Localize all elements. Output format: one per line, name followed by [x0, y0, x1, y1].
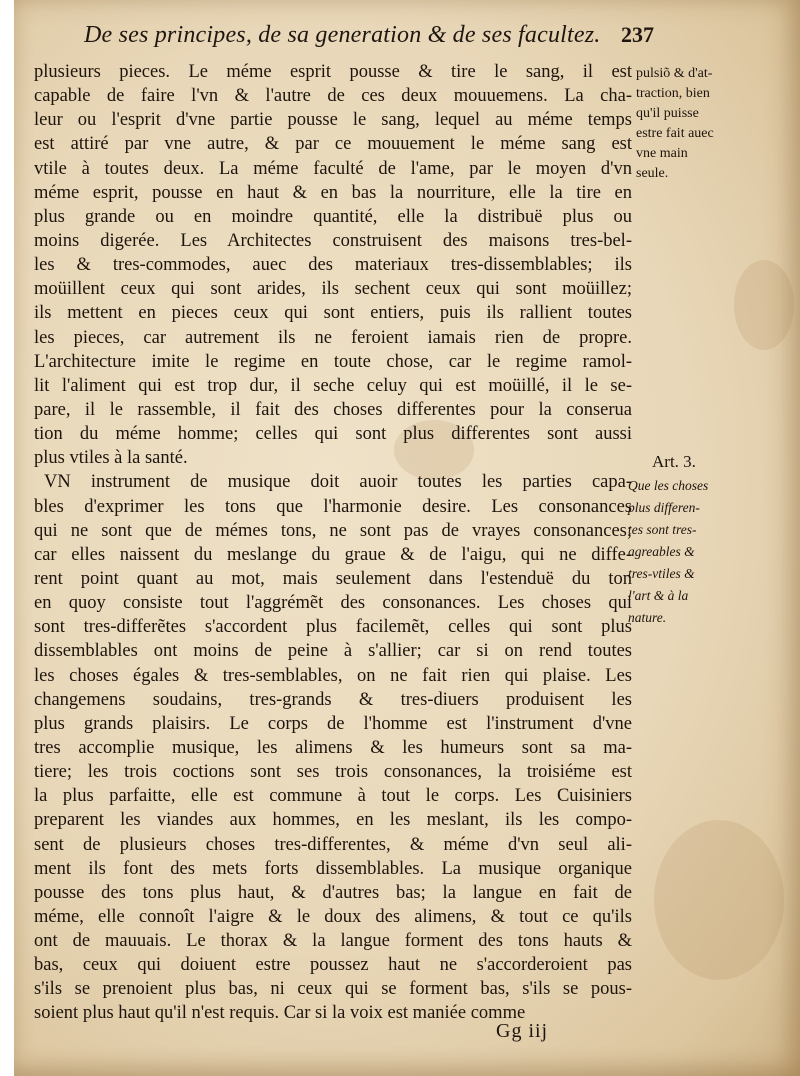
text-line: capable de faire l'vn & l'autre de ces deux mouuemens. La cha- — [34, 86, 632, 107]
margin-note-line: Que les choses — [628, 478, 709, 493]
body-text — [34, 60, 632, 1026]
margin-note-choses-differentes — [628, 475, 776, 629]
text-line: leur ou l'esprit d'vne partie pousse le sang, lequel au méme temps — [34, 110, 632, 131]
paper-stain — [654, 820, 784, 980]
text-line: qui ne sont que de mémes tons, ne sont pas de vrayes consonances; — [34, 520, 632, 541]
text-line: tiere; les trois coctions sont ses trois consonances, la troisiéme est — [34, 762, 632, 783]
text-line: soient plus haut qu'il n'est requis. Car si la voix est maniée comme — [34, 1003, 526, 1024]
margin-note-line: qu'il puisse — [636, 106, 699, 121]
text-line: les & tres-commodes, auec des materiaux tres-dissemblables; ils — [34, 255, 632, 276]
text-line: ment ils font des mets forts dissemblables. La musique organique — [34, 858, 632, 879]
text-line: est attiré par vne autre, & par ce mouuement le méme sang est — [34, 134, 632, 155]
text-line: dissemblables ont moins de peine à s'allier; car si on rend toutes — [34, 641, 632, 662]
text-line: ont de mauuais. Le thorax & la langue forment des tons hauts & — [34, 931, 632, 952]
text-line: en quoy consiste tout l'aggrémẽt des consonances. Les choses qui — [34, 593, 632, 614]
text-line: bas, ceux qui doiuent estre poussez haut ne s'accorderoient pas — [34, 955, 632, 976]
text-line: bles d'exprimer les tons que l'harmonie desire. Les consonances — [34, 496, 632, 517]
text-line: plus grands plaisirs. Le corps de l'homme est l'instrument d'vne — [34, 713, 632, 734]
text-line: sont tres-differẽtes s'accordent plus facilemẽt, celles qui sont plus — [34, 617, 632, 638]
text-line: lit l'aliment qui est trop dur, il seche celuy qui est moüillé, il le se- — [34, 375, 632, 396]
text-line: tres accomplie musique, les alimens & les humeurs sont sa ma- — [34, 737, 632, 758]
text-line: car elles naissent du meslange du graue & de l'aigu, qui ne diffe- — [34, 544, 632, 565]
margin-note-line: l'art & à la — [628, 588, 689, 603]
running-head — [84, 22, 654, 52]
margin-note-line: pulsiõ & d'at- — [636, 66, 713, 81]
text-line: méme, elle connoît l'aigre & le doux des alimens, & tout ce qu'ils — [34, 906, 632, 927]
running-head-title: De ses principes, de sa generation & de ses facultez. — [84, 22, 601, 48]
margin-note-pulsion — [636, 64, 776, 184]
text-line: preparent les viandes aux hommes, en les meslant, ils les compo- — [34, 810, 632, 831]
text-line: les choses égales & tres-semblables, on ne fait rien qui plaise. Les — [34, 665, 632, 686]
margin-note-line: seule. — [636, 166, 669, 181]
page-number: 237 — [621, 22, 654, 47]
margin-note-line: vne main — [636, 146, 688, 161]
text-line: VN instrument de musique doit auoir toutes les parties capa- — [44, 472, 632, 493]
text-line: vtile à toutes deux. La méme faculté de l'ame, par le moyen d'vn — [34, 158, 632, 179]
article-label: Art. 3. — [652, 452, 696, 471]
text-line: plusieurs pieces. Le méme esprit pousse & tire le sang, il est — [34, 62, 632, 82]
text-line: rent point quant au mot, mais seulement dans l'estenduë du ton — [34, 568, 632, 589]
margin-note-line: tes sont tres- — [628, 522, 697, 537]
margin-note-line: tres-vtiles & — [628, 566, 695, 581]
text-line: méme esprit, pousse en haut & en bas la nourriture, elle la tire en — [34, 182, 632, 203]
text-line: la plus parfaitte, elle est commune à tout le corps. Les Cuisiniers — [34, 786, 632, 807]
text-line: pousse des tons plus haut, & d'autres bas; la langue en fait de — [34, 882, 632, 903]
signature-mark: Gg iij — [496, 1020, 549, 1042]
margin-note-line: estre fait auec — [636, 126, 714, 141]
text-line: ils mettent en pieces ceux qui sont entiers, puis ils rallient toutes — [34, 303, 632, 324]
text-line: tion du méme homme; celles qui sont plus differentes sont aussi — [34, 424, 632, 445]
text-line: plus grande ou en moindre quantité, elle la distribuë plus ou — [34, 206, 632, 227]
text-line: les pieces, car autrement ils ne feroient iamais rien de propre. — [34, 327, 632, 348]
text-line: s'ils se prenoient plus bas, ni ceux qui se forment bas, s'ils se pous- — [34, 979, 632, 1000]
margin-note-line: nature. — [628, 610, 667, 625]
text-line: pare, il le rassemble, il fait des choses differentes pour la conserua — [34, 399, 632, 420]
text-line: changemens soudains, tres-grands & tres-diuers produisent les — [34, 689, 632, 710]
margin-note-line: plus differen- — [628, 500, 700, 515]
text-line: moüillent ceux qui sont arides, ils sechent ceux qui sont moüillez; — [34, 279, 632, 300]
text-line: moins digerée. Les Architectes construisent des maisons tres-bel- — [34, 230, 632, 251]
margin-note-line: traction, bien — [636, 86, 710, 101]
text-line: sent de plusieurs choses tres-differentes, & méme d'vn seul ali- — [34, 834, 632, 855]
text-line: L'architecture imite le regime en toute chose, car le regime ramol- — [34, 351, 632, 372]
text-line: plus vtiles à la santé. — [34, 448, 188, 469]
margin-note-line: agreables & — [628, 544, 695, 559]
paper-stain — [734, 260, 794, 350]
